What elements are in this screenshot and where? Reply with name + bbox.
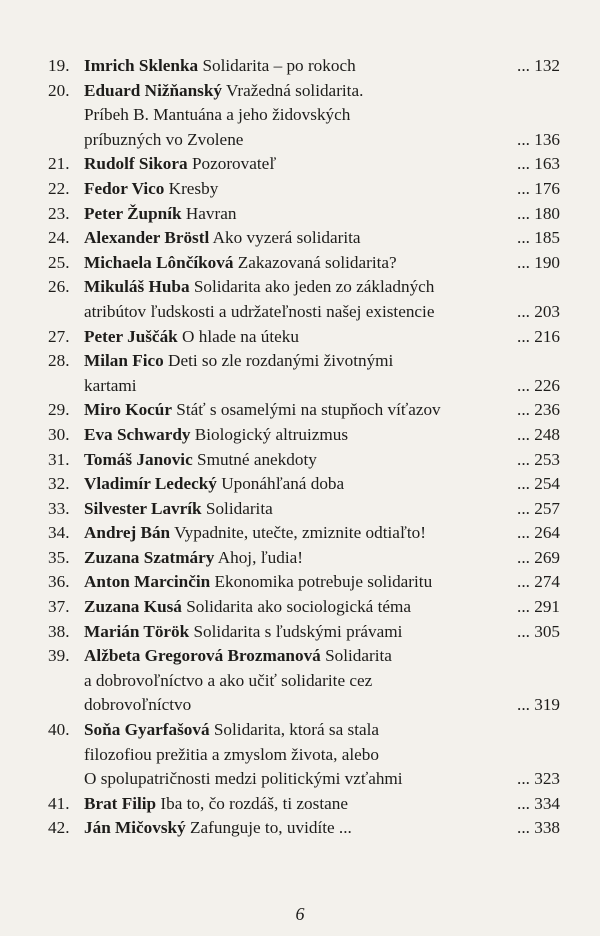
- toc-entry-author: Brat Filip: [84, 793, 157, 813]
- toc-entry-number: 35.: [48, 547, 70, 567]
- toc-entry: [48, 472, 560, 497]
- toc-entry-first-line: [48, 398, 560, 423]
- toc-entry-author: Zuzana Szatmáry: [84, 547, 215, 567]
- toc-entry-first-line: [48, 620, 560, 645]
- toc-entry-page-number: ... 248: [517, 424, 560, 444]
- toc-entry: [48, 152, 560, 177]
- toc-entry-title: Solidarita: [325, 646, 392, 666]
- toc-entry-title: O spolupatričnosti medzi politickými vzťahmi: [84, 769, 403, 789]
- toc-entry: [48, 79, 560, 153]
- toc-entry-first-line: [48, 152, 560, 177]
- toc-entry-first-line: [48, 792, 560, 817]
- toc-entry-title: Solidarita, ktorá sa stala: [213, 720, 380, 740]
- toc-entry-page-number: ... 226: [517, 375, 560, 395]
- toc-entry: [48, 570, 560, 595]
- toc-entry-page-number: ... 176: [517, 178, 560, 198]
- toc-entry-author: Miro Kocúr: [84, 400, 172, 420]
- toc-entry-page-number: ... 216: [517, 326, 560, 346]
- toc-entry-page-number: ... 274: [517, 572, 560, 592]
- toc-entry-first-line: [48, 275, 560, 300]
- toc-entry-first-line: [48, 202, 560, 227]
- toc-entry: [48, 620, 560, 645]
- toc-entry: [48, 398, 560, 423]
- toc-entry-title: Ekonomika potrebuje solidaritu: [214, 572, 433, 592]
- toc-entry: [48, 497, 560, 522]
- toc-entry: [48, 54, 560, 79]
- toc-entry-first-line: [48, 177, 560, 202]
- toc-entry-title: príbuzných vo Zvolene: [84, 129, 244, 149]
- toc-entry-author: Michaela Lônčíková: [84, 252, 234, 272]
- toc-entry-page-number: ... 236: [517, 400, 560, 420]
- toc-entry-number: 21.: [48, 154, 70, 174]
- toc-entry-page-number: ... 291: [517, 597, 560, 617]
- toc-entry-number: 34.: [48, 523, 70, 543]
- toc-entry-title: a dobrovoľníctvo a ako učiť solidarite cez: [84, 670, 373, 690]
- toc-entry-title: Deti so zle rozdanými životnými: [168, 351, 394, 371]
- toc-entry-number: 37.: [48, 597, 70, 617]
- toc-entry-page-number: ... 253: [517, 449, 560, 469]
- toc-entry-author: Ján Mičovský: [84, 818, 186, 838]
- toc-entry-continuation-line: [48, 669, 560, 694]
- toc-entry-title: Solidarita ako jeden zo základných: [193, 277, 435, 297]
- toc-entry-first-line: [48, 816, 560, 841]
- toc-entry-author: Andrej Bán: [84, 523, 171, 543]
- toc-entry-title: Smutné anekdoty: [197, 449, 317, 469]
- toc-entry-author: Marián Török: [84, 621, 190, 641]
- toc-entry-first-line: [48, 570, 560, 595]
- toc-entry-title: Solidarita: [205, 498, 273, 518]
- toc-entry: [48, 251, 560, 276]
- toc-entry-page-number: ... 203: [517, 301, 560, 321]
- toc-entry-title: Solidarita ako sociologická téma: [186, 597, 412, 617]
- toc-entry-title: Solidarita s ľudskými právami: [193, 621, 403, 641]
- toc-entry-first-line: [48, 718, 560, 743]
- toc-entry-author: Peter Župník: [84, 203, 182, 223]
- toc-entry-continuation-line: [48, 374, 560, 399]
- toc-entry-title: Zakazovaná solidarita?: [237, 252, 397, 272]
- toc-entry: [48, 546, 560, 571]
- toc-entry-number: 20.: [48, 80, 70, 100]
- toc-entry-number: 40.: [48, 720, 70, 740]
- toc-entry-page-number: ... 334: [517, 793, 560, 813]
- toc-entry-title: Vypadnite, utečte, zmiznite odtiaľto!: [174, 523, 426, 543]
- toc-entry-page-number: ... 257: [517, 498, 560, 518]
- toc-entry: [48, 275, 560, 324]
- toc-entry-author: Anton Marcinčin: [84, 572, 211, 592]
- toc-entry-continuation-line: [48, 300, 560, 325]
- toc-entry-page-number: ... 136: [517, 129, 560, 149]
- toc-entry-page-number: ... 254: [517, 474, 560, 494]
- toc-entry-first-line: [48, 79, 560, 104]
- toc-entry-author: Soňa Gyarfašová: [84, 720, 210, 740]
- toc-entry-author: Silvester Lavrík: [84, 498, 202, 518]
- toc-entry-title: atribútov ľudskosti a udržateľnosti našej existencie: [84, 301, 435, 321]
- toc-entry-author: Imrich Sklenka: [84, 56, 199, 75]
- toc-entry-title: Solidarita – po rokoch: [202, 56, 356, 75]
- toc-entry-author: Rudolf Sikora: [84, 154, 188, 174]
- table-of-contents: [48, 54, 560, 841]
- toc-entry: [48, 595, 560, 620]
- toc-entry-author: Fedor Vico: [84, 178, 165, 198]
- toc-entry-title: Havran: [185, 203, 237, 223]
- toc-entry-author: Tomáš Janovic: [84, 449, 193, 469]
- toc-entry: [48, 202, 560, 227]
- toc-entry-page-number: ... 338: [517, 818, 560, 838]
- toc-entry-title: Stáť s osamelými na stupňoch víťazov: [176, 400, 441, 420]
- toc-entry-number: 25.: [48, 252, 70, 272]
- toc-entry: [48, 177, 560, 202]
- toc-entry-first-line: [48, 226, 560, 251]
- toc-entry-first-line: [48, 497, 560, 522]
- toc-entry-title: Zafunguje to, uvidíte ...: [190, 818, 352, 838]
- toc-entry-title: Príbeh B. Mantuána a jeho židovských: [84, 105, 351, 125]
- toc-entry-author: Peter Juščák: [84, 326, 178, 346]
- toc-entry-first-line: [48, 251, 560, 276]
- toc-entry: [48, 325, 560, 350]
- toc-entry: [48, 423, 560, 448]
- toc-entry-page-number: ... 185: [517, 228, 560, 248]
- toc-entry-title: Ako vyzerá solidarita: [212, 228, 361, 248]
- toc-entry-author: Milan Fico: [84, 351, 164, 371]
- toc-entry-title: filozofiou prežitia a zmyslom života, alebo: [84, 744, 379, 764]
- toc-entry-page-number: ... 132: [517, 56, 560, 75]
- toc-entry-title: Vražedná solidarita.: [226, 80, 364, 100]
- toc-entry-first-line: [48, 595, 560, 620]
- toc-entry-author: Eduard Nižňanský: [84, 80, 223, 100]
- toc-entry: [48, 226, 560, 251]
- toc-entry-continuation-line: [48, 767, 560, 792]
- toc-entry-number: 42.: [48, 818, 70, 838]
- toc-entry-number: 30.: [48, 424, 70, 444]
- toc-entry-number: 24.: [48, 228, 70, 248]
- toc-entry-author: Mikuláš Huba: [84, 277, 190, 297]
- toc-entry-continuation-line: [48, 693, 560, 718]
- toc-entry-number: 28.: [48, 351, 70, 371]
- toc-entry-title: O hlade na úteku: [182, 326, 299, 346]
- toc-entry-page-number: ... 180: [517, 203, 560, 223]
- toc-entry-first-line: [48, 472, 560, 497]
- toc-entry-number: 19.: [48, 56, 70, 75]
- toc-entry-page-number: ... 319: [517, 695, 560, 715]
- toc-entry-number: 29.: [48, 400, 70, 420]
- toc-entry-first-line: [48, 325, 560, 350]
- toc-entry-title: Uponáhľaná doba: [221, 474, 345, 494]
- toc-entry-first-line: [48, 546, 560, 571]
- toc-entry-number: 27.: [48, 326, 70, 346]
- toc-entry-first-line: [48, 521, 560, 546]
- toc-entry-title: dobrovoľníctvo: [84, 695, 192, 715]
- toc-entry-number: 33.: [48, 498, 70, 518]
- toc-entry-page-number: ... 323: [517, 769, 560, 789]
- toc-entry-number: 38.: [48, 621, 70, 641]
- toc-entry-first-line: [48, 349, 560, 374]
- toc-entry: [48, 718, 560, 792]
- toc-entry-page-number: ... 264: [517, 523, 560, 543]
- toc-entry-title: Kresby: [168, 178, 219, 198]
- toc-entry-title: Ahoj, ľudia!: [217, 547, 303, 567]
- toc-entry-title: kartami: [84, 375, 137, 395]
- toc-entry-author: Eva Schwardy: [84, 424, 191, 444]
- toc-entry-first-line: [48, 448, 560, 473]
- toc-entry-first-line: [48, 423, 560, 448]
- toc-entry-author: Alexander Bröstl: [84, 228, 210, 248]
- toc-entry-author: Vladimír Ledecký: [84, 474, 217, 494]
- toc-entry: [48, 521, 560, 546]
- toc-entry-number: 32.: [48, 474, 70, 494]
- toc-entry: [48, 644, 560, 718]
- toc-entry-continuation-line: [48, 103, 560, 128]
- toc-entry-page-number: ... 190: [517, 252, 560, 272]
- toc-entry-title: Pozorovateľ: [191, 154, 277, 174]
- toc-entry-number: 41.: [48, 793, 70, 813]
- toc-entry-page-number: ... 163: [517, 154, 560, 174]
- toc-entry-page-number: ... 269: [517, 547, 560, 567]
- toc-entry-number: 23.: [48, 203, 70, 223]
- toc-entry-number: 36.: [48, 572, 70, 592]
- page-number: 6: [295, 904, 305, 924]
- toc-entry: [48, 349, 560, 398]
- toc-entry-number: 26.: [48, 277, 70, 297]
- toc-entry-number: 22.: [48, 178, 70, 198]
- toc-entry-first-line: [48, 644, 560, 669]
- toc-entry-first-line: [48, 54, 560, 79]
- toc-entry: [48, 792, 560, 817]
- toc-entry-author: Zuzana Kusá: [84, 597, 182, 617]
- toc-entry: [48, 448, 560, 473]
- toc-entry: [48, 816, 560, 841]
- toc-entry-number: 39.: [48, 646, 70, 666]
- toc-entry-page-number: ... 305: [517, 621, 560, 641]
- toc-entry-number: 31.: [48, 449, 70, 469]
- toc-entry-continuation-line: [48, 743, 560, 768]
- toc-entry-title: Biologický altruizmus: [194, 424, 349, 444]
- toc-entry-author: Alžbeta Gregorová Brozmanová: [84, 646, 321, 666]
- toc-entry-title: Iba to, čo rozdáš, ti zostane: [160, 793, 348, 813]
- toc-entry-continuation-line: [48, 128, 560, 153]
